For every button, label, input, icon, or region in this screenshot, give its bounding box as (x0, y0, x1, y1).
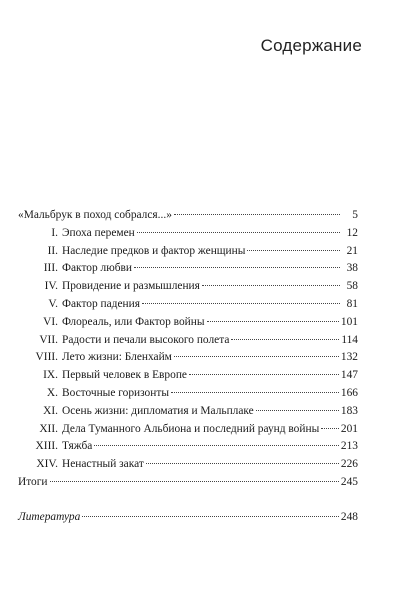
dot-leader (171, 392, 339, 393)
toc-entry-title: Наследие предков и фактор женщины (62, 244, 246, 257)
toc-entry-page: 114 (341, 333, 358, 346)
dot-leader (142, 303, 340, 304)
toc-entry-page: 213 (340, 440, 358, 453)
toc-entry-title: Фактор падения (62, 297, 140, 310)
toc-entry-page: 5 (352, 209, 358, 221)
dot-leader (202, 285, 340, 286)
toc-entry-page: 183 (340, 404, 358, 417)
dot-leader (146, 463, 339, 464)
dot-leader (231, 339, 339, 340)
toc-entry-chapter-8 (18, 349, 358, 367)
toc-entry-literature (18, 509, 358, 527)
toc-entry-title: Радости и печали высокого полета (62, 333, 230, 346)
toc-entry-chapter-6 (18, 314, 358, 332)
toc-entry-number: XIII. (35, 440, 58, 453)
dot-leader (247, 250, 340, 251)
toc-entry-number: II. (47, 244, 58, 257)
toc-entry-number: IV. (44, 280, 58, 293)
toc-entry-chapter-7 (18, 332, 358, 350)
toc-entry-number: IX. (43, 369, 58, 382)
toc-entry-chapter-4 (18, 278, 358, 296)
toc-entry-page: 132 (340, 351, 358, 364)
toc-entry-chapter-5 (18, 296, 358, 314)
dot-leader (174, 356, 339, 357)
toc-entry-prologue (18, 207, 358, 225)
toc-entry-title: Осень жизни: дипломатия и Мальплаке (62, 404, 254, 417)
dot-leader (207, 321, 339, 322)
toc-entry-title: Итоги (18, 475, 48, 488)
toc-entry-title: Лето жизни: Бленхайм (62, 351, 172, 364)
toc-entry-title: «Мальбрук в поход собрался...» (18, 209, 172, 221)
toc-entry-number: III. (43, 262, 58, 275)
toc-entry-page: 12 (346, 226, 358, 239)
toc-entry-page: 166 (340, 386, 358, 399)
dot-leader (94, 445, 339, 446)
toc-entry-number: XII. (39, 422, 58, 435)
toc-entry-number: VII. (39, 333, 58, 346)
toc-entry-chapter-14 (18, 456, 358, 474)
toc-entry-number: XIV. (36, 458, 58, 471)
dot-leader (134, 267, 340, 268)
toc-entry-chapter-1 (18, 225, 358, 243)
toc-entry-page: 245 (340, 475, 358, 488)
dot-leader (189, 374, 339, 375)
toc-entry-chapter-10 (18, 385, 358, 403)
toc-entry-title: Эпоха перемен (62, 226, 135, 239)
toc-entry-page: 101 (340, 315, 358, 328)
toc-entry-page: 81 (346, 297, 358, 310)
spacer (18, 492, 358, 509)
dot-leader (321, 428, 339, 429)
toc-entry-number: XI. (43, 404, 58, 417)
toc-entry-page: 201 (340, 422, 358, 435)
toc-entry-chapter-9 (18, 367, 358, 385)
toc-entry-title: Провидение и размышления (62, 280, 200, 293)
toc-entry-title: Первый человек в Европе (62, 369, 187, 382)
toc-entry-title: Дела Туманного Альбиона и последний раунд войны (62, 422, 320, 435)
toc-entry-title: Фактор любви (62, 262, 132, 275)
toc-entry-title: Литература (18, 510, 81, 523)
toc-entry-title: Восточные горизонты (62, 386, 169, 399)
toc-entry-number: VI. (43, 315, 58, 328)
dot-leader (137, 232, 340, 233)
toc-entry-chapter-13 (18, 438, 358, 456)
page-heading: Содержание (260, 36, 362, 55)
toc-entry-chapter-3 (18, 260, 358, 278)
toc-entry-page: 226 (340, 458, 358, 471)
toc-entry-number: V. (48, 297, 58, 310)
table-of-contents (18, 207, 358, 527)
toc-entry-title: Тяжба (62, 440, 93, 453)
toc-entry-title: Флореаль, или Фактор войны (62, 315, 205, 328)
toc-entry-summary (18, 474, 358, 492)
dot-leader (174, 214, 340, 215)
toc-entry-number: VIII. (35, 351, 58, 364)
toc-entry-number: X. (46, 386, 58, 399)
toc-entry-chapter-2 (18, 243, 358, 261)
toc-entry-page: 147 (340, 369, 358, 382)
dot-leader (256, 410, 339, 411)
toc-entry-page: 58 (346, 280, 358, 293)
toc-entry-title: Ненастный закат (62, 458, 144, 471)
dot-leader (82, 516, 339, 517)
toc-entry-number: I. (51, 226, 58, 239)
toc-entry-page: 21 (346, 244, 358, 257)
toc-entry-chapter-12 (18, 421, 358, 439)
toc-entry-page: 38 (346, 262, 358, 275)
dot-leader (50, 481, 339, 482)
toc-entry-page: 248 (340, 510, 358, 523)
toc-entry-chapter-11 (18, 403, 358, 421)
